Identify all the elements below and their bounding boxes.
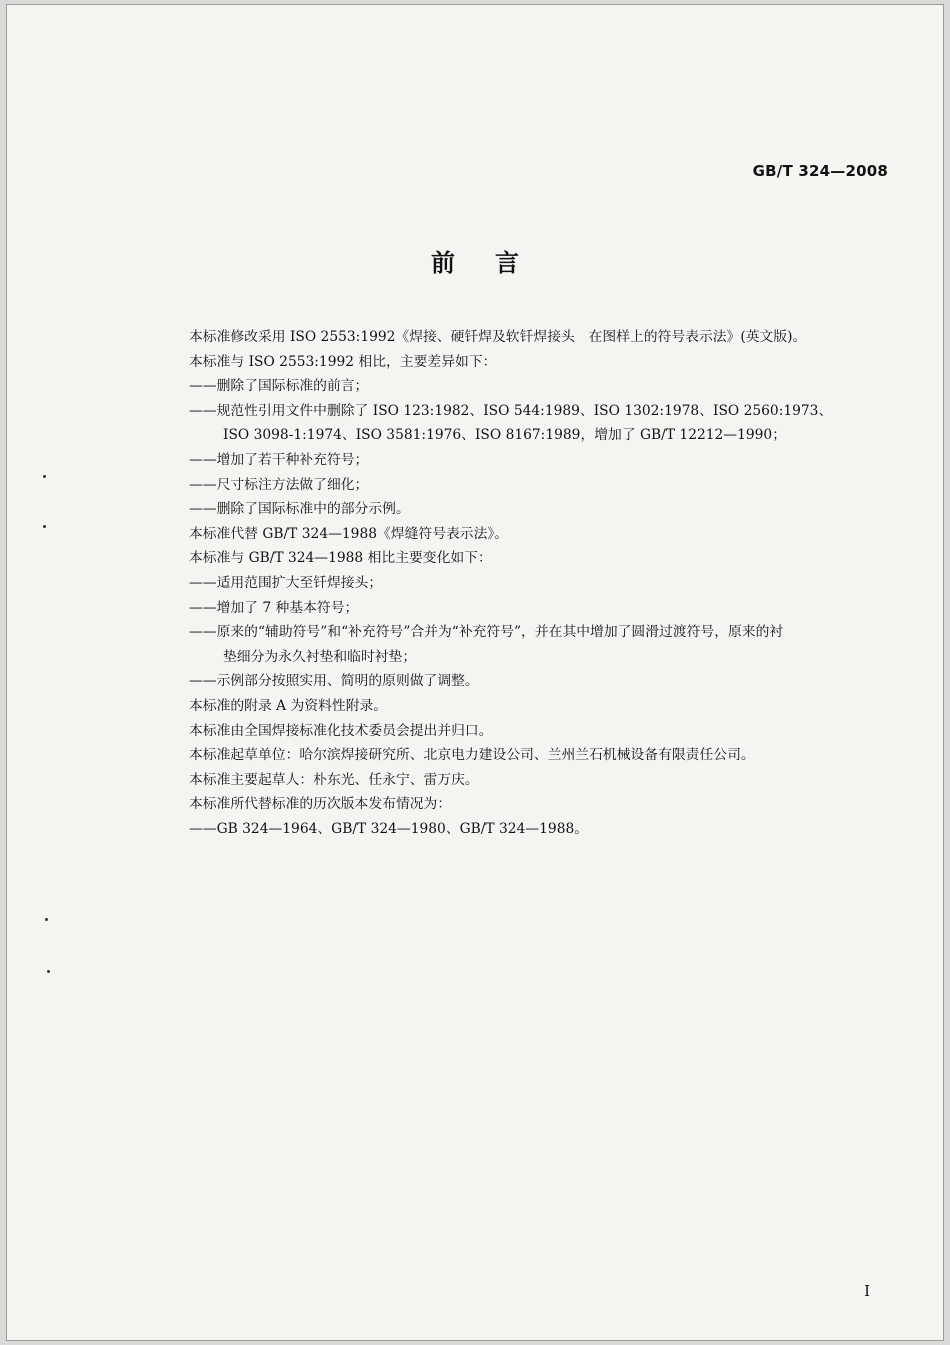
body-line: 本标准代替 GB/T 324—1988《焊缝符号表示法》。 [189, 525, 509, 542]
list-item: ——示例部分按照实用、简明的原则做了调整。 [189, 673, 479, 690]
list-item: ——增加了若干种补充符号； [189, 451, 369, 468]
list-item: ——适用范围扩大至钎焊接头； [189, 574, 383, 591]
scan-speck [43, 525, 46, 528]
body-line: 本标准主要起草人：朴东光、任永宁、雷万庆。 [189, 771, 479, 788]
body-line: 本标准起草单位：哈尔滨焊接研究所、北京电力建设公司、兰州兰石机械设备有限责任公司。 [189, 747, 755, 764]
list-item: ——删除了国际标准的前言； [189, 378, 369, 395]
list-item: ——规范性引用文件中删除了 ISO 123:1982、ISO 544:1989、ISO 1302:1978、ISO 2560:1973、 [189, 402, 833, 419]
list-item: ——删除了国际标准中的部分示例。 [189, 501, 410, 518]
list-item: ——尺寸标注方法做了细化； [189, 476, 369, 493]
list-item-continuation: ISO 3098-1:1974、ISO 3581:1976、ISO 8167:1989，增加了 GB/T 12212—1990； [223, 427, 787, 444]
body-line: 本标准的附录 A 为资料性附录。 [189, 697, 388, 714]
page-number: I [864, 1282, 870, 1300]
body-line: 本标准所代替标准的历次版本发布情况为： [189, 796, 452, 813]
body-line: 本标准修改采用 ISO 2553:1992《焊接、硬钎焊及软钎焊接头 在图样上的符号表示法》(英文版)。 [189, 329, 807, 345]
body-line: 本标准与 ISO 2553:1992 相比，主要差异如下： [189, 353, 497, 370]
body-line: 本标准由全国焊接标准化技术委员会提出并归口。 [189, 722, 493, 739]
list-item-continuation: 垫细分为永久衬垫和临时衬垫； [223, 648, 417, 665]
document-page [6, 4, 944, 1341]
body-line: 本标准与 GB/T 324—1988 相比主要变化如下： [189, 550, 492, 567]
page-title: 前言 [431, 249, 559, 277]
standard-code: GB/T 324—2008 [752, 162, 888, 180]
scan-speck [45, 918, 48, 921]
foreword-body [189, 325, 909, 841]
list-item: ——增加了 7 种基本符号； [189, 599, 359, 616]
scan-speck [47, 970, 50, 973]
list-item: ——GB 324—1964、GB/T 324—1980、GB/T 324—1988。 [189, 820, 589, 837]
list-item: ——原来的“辅助符号”和“补充符号”合并为“补充符号”，并在其中增加了圆滑过渡符号，原来的衬 [189, 624, 784, 641]
scan-speck [43, 475, 46, 478]
